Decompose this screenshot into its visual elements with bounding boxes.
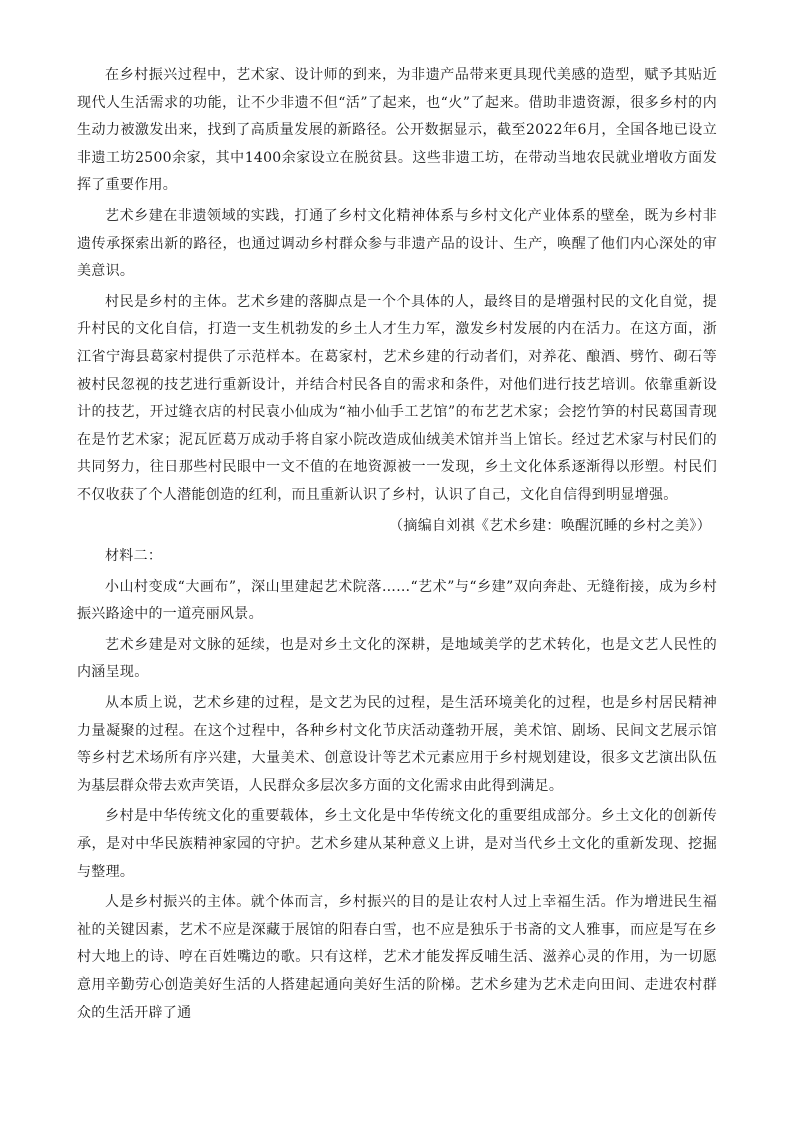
paragraph: 人是乡村振兴的主体。就个体而言，乡村振兴的目的是让农村人过上幸福生活。作为增进民生福祉的关键因素，艺术不应是深藏于展馆的阳春白雪，也不应是独乐于书斋的文人雅事，而应是写在乡村大地上的诗、哼在百姓嘴边的歌。只有这样，艺术才能发挥反哺生活、滋养心灵的作用，为一切愿意用辛勤劳心创造美好生活的人搭建起通向美好生活的阶梯。艺术乡建为艺术走向田间、走进农村群众的生活开辟了通 [77, 894, 717, 1021]
paragraph: 艺术乡建在非遗领域的实践，打通了乡村文化精神体系与乡村文化产业体系的壁垒，既为乡村非遗传承探索出新的路径，也通过调动乡村群众参与非遗产品的设计、生产，唤醒了他们内心深处的审美意识。 [77, 207, 717, 280]
paragraph: 小山村变成“大画布”，深山里建起艺术院落……“艺术”与“乡建”双向奔赴、无缝衔接，成为乡村振兴路途中的一道亮丽风景。 [77, 578, 717, 623]
paragraph: 村民是乡村的主体。艺术乡建的落脚点是一个个具体的人，最终目的是增强村民的文化自觉，提升村民的文化自信，打造一支生机勃发的乡土人才生力军，激发乡村发展的内在活力。在这方面，浙江省宁海县葛家村提供了示范样本。在葛家村，艺术乡建的行动者们，对养花、酿酒、劈竹、砌石等被村民忽视的技艺进行重新设计，并结合村民各自的需求和条件，对他们进行技艺培训。依靠重新设计的技艺，开过缝衣店的村民袁小仙成为“袖小仙手工艺馆”的布艺艺术家；会挖竹笋的村民葛国青现在是竹艺术家；泥瓦匠葛万成动手将自家小院改造成仙绒美术馆并当上馆长。经过艺术家与村民们的共同努力，往日那些村民眼中一文不值的在地资源被一一发现，乡土文化体系逐渐得以形塑。村民们不仅收获了个人潜能创造的红利，而且重新认识了乡村，认识了自己，文化自信得到明显增强。 [77, 293, 717, 503]
paragraph: 乡村是中华传统文化的重要载体，乡土文化是中华传统文化的重要组成部分。乡土文化的创新传承，是对中华民族精神家园的守护。艺术乡建从某种意义上讲，是对当代乡土文化的重新发现、挖掘与整理。 [77, 808, 717, 880]
material-label: 材料二： [105, 548, 163, 565]
document-body [77, 62, 717, 1030]
paragraph: 艺术乡建是对文脉的延续，也是对乡土文化的深耕，是地域美学的艺术转化，也是文艺人民性的内涵呈现。 [77, 636, 717, 681]
paragraph: 从本质上说，艺术乡建的过程，是文艺为民的过程，是生活环境美化的过程，也是乡村居民精神力量凝聚的过程。在这个过程中，各种乡村文化节庆活动蓬勃开展，美术馆、剧场、民间文艺展示馆等乡村艺术场所有序兴建，大量美术、创意设计等艺术元素应用于乡村规划建设，很多文艺演出队伍为基层群众带去欢声笑语，人民群众多层次多方面的文化需求由此得到满足。 [77, 695, 717, 794]
paragraph: 在乡村振兴过程中，艺术家、设计师的到来，为非遗产品带来更具现代美感的造型，赋予其贴近现代人生活需求的功能，让不少非遗不但“活”了起来，也“火”了起来。借助非遗资源，很多乡村的内生动力被激发出来，找到了高质量发展的新路径。公开数据显示，截至2022年6月，全国各地已设立非遗工坊2500余家，其中1400余家设立在脱贫县。这些非遗工坊，在带动当地农民就业增收方面发挥了重要作用。 [77, 67, 717, 194]
source-citation: （摘编自刘祺《艺术乡建：唤醒沉睡的乡村之美》） [389, 517, 711, 534]
